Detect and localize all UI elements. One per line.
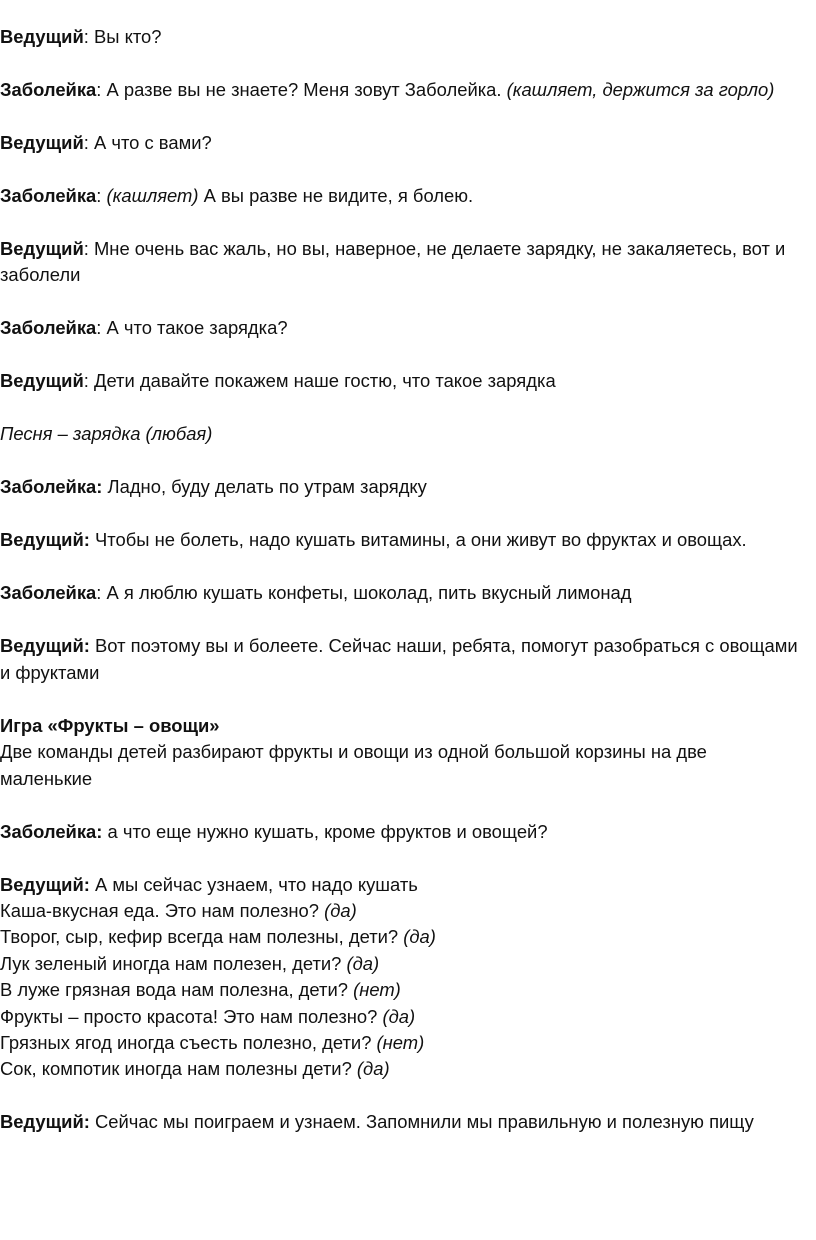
game-section — [0, 713, 800, 792]
dialogue-line — [0, 580, 800, 606]
quiz-question: Творог, сыр, кефир всегда нам полезны, дети? — [0, 926, 404, 948]
quiz-answer: (да) — [356, 1058, 390, 1080]
dialogue-line — [0, 236, 800, 289]
dialogue-text: : А что такое зарядка? — [96, 317, 288, 339]
quiz-section — [0, 872, 800, 1083]
speaker-name: Заболейка — [0, 317, 97, 339]
speaker-name: Ведущий — [0, 370, 84, 392]
dialogue-line — [0, 315, 800, 341]
game-title: Игра «Фрукты – овощи» — [0, 714, 220, 736]
quiz-question: Фрукты – просто красота! Это нам полезно? — [0, 1005, 383, 1027]
dialogue-text: А вы разве не видите, я болею. — [198, 185, 474, 206]
speaker-name: Заболейка — [0, 582, 97, 604]
quiz-line — [0, 924, 800, 950]
quiz-question: Лук зеленый иногда нам полезен, дети? — [0, 952, 347, 974]
quiz-answer: (да) — [324, 900, 357, 922]
dialogue-text: : А разве вы не знаете? Меня зовут Заболейка. — [96, 79, 507, 100]
song-note — [0, 421, 800, 447]
dialogue-text: Ладно, буду делать по утрам зарядку — [102, 476, 427, 498]
speaker-name: Ведущий — [0, 26, 84, 47]
dialogue-line — [0, 633, 800, 686]
dialogue-line — [0, 24, 800, 50]
dialogue-line — [0, 368, 800, 394]
speaker-name: Ведущий — [0, 238, 84, 259]
dialogue-line — [0, 527, 800, 553]
dialogue-line — [0, 474, 800, 500]
quiz-line — [0, 898, 800, 924]
quiz-line — [0, 977, 800, 1003]
quiz-intro-text: А мы сейчас узнаем, что надо кушать — [89, 873, 418, 895]
dialogue-line — [0, 1109, 800, 1135]
quiz-answer: (нет) — [353, 979, 401, 1001]
dialogue-line — [0, 130, 800, 156]
dialogue-text: : Мне очень вас жаль, но вы, наверное, не делаете зарядку, не закаляетесь, вот и заболели — [0, 238, 786, 286]
dialogue-text: : Дети давайте покажем наше гостю, что такое зарядка — [83, 370, 556, 392]
speaker-name: Ведущий: — [0, 1111, 90, 1133]
quiz-intro — [0, 872, 800, 898]
dialogue-text: Сейчас мы поиграем и узнаем. Запомнили мы правильную и полезную пищу — [89, 1111, 754, 1133]
speaker-name: Ведущий: — [0, 873, 90, 895]
quiz-answer: (да) — [382, 1005, 416, 1027]
quiz-question: В луже грязная вода нам полезна, дети? — [0, 979, 354, 1001]
dialogue-text: Чтобы не болеть, надо кушать витамины, а они живут во фруктах и овощах. — [89, 529, 747, 551]
quiz-line — [0, 951, 800, 977]
dialogue-text: : А я люблю кушать конфеты, шоколад, пить вкусный лимонад — [96, 582, 632, 604]
dialogue-line — [0, 77, 800, 103]
quiz-question: Грязных ягод иногда съесть полезно, дети? — [0, 1032, 377, 1054]
quiz-answer: (да) — [346, 952, 380, 974]
quiz-line — [0, 1056, 800, 1082]
quiz-answer: (нет) — [376, 1032, 425, 1054]
stage-direction: (кашляет) — [106, 185, 199, 206]
speaker-name: Ведущий: — [0, 635, 90, 657]
dialogue-text: Вот поэтому вы и болеете. Сейчас наши, ребята, помогут разобраться с овощами и фруктами — [0, 635, 798, 683]
dialogue-line — [0, 183, 800, 209]
quiz-question: Сок, компотик иногда нам полезны дети? — [0, 1058, 357, 1080]
speaker-name: Ведущий — [0, 132, 84, 153]
quiz-question: Каша-вкусная еда. Это нам полезно? — [0, 900, 325, 922]
speaker-name: Заболейка: — [0, 820, 103, 842]
speaker-name: Ведущий: — [0, 529, 90, 551]
dialogue-text: : А что с вами? — [83, 132, 212, 153]
stage-direction: (кашляет, держится за горло) — [506, 79, 775, 100]
quiz-line — [0, 1030, 800, 1056]
dialogue-text: а что еще нужно кушать, кроме фруктов и овощей? — [102, 820, 548, 842]
quiz-answer: (да) — [403, 926, 436, 948]
speaker-name: Заболейка — [0, 185, 97, 206]
document-page — [0, 24, 800, 1136]
quiz-line — [0, 1004, 800, 1030]
dialogue-text-prefix: : — [96, 185, 107, 206]
speaker-name: Заболейка: — [0, 476, 103, 498]
dialogue-line — [0, 819, 800, 845]
speaker-name: Заболейка — [0, 79, 97, 100]
dialogue-text: : Вы кто? — [83, 26, 162, 47]
game-description: Две команды детей разбирают фрукты и овощи из одной большой корзины на две маленькие — [0, 741, 707, 789]
song-title: Песня – зарядка (любая) — [0, 423, 213, 445]
